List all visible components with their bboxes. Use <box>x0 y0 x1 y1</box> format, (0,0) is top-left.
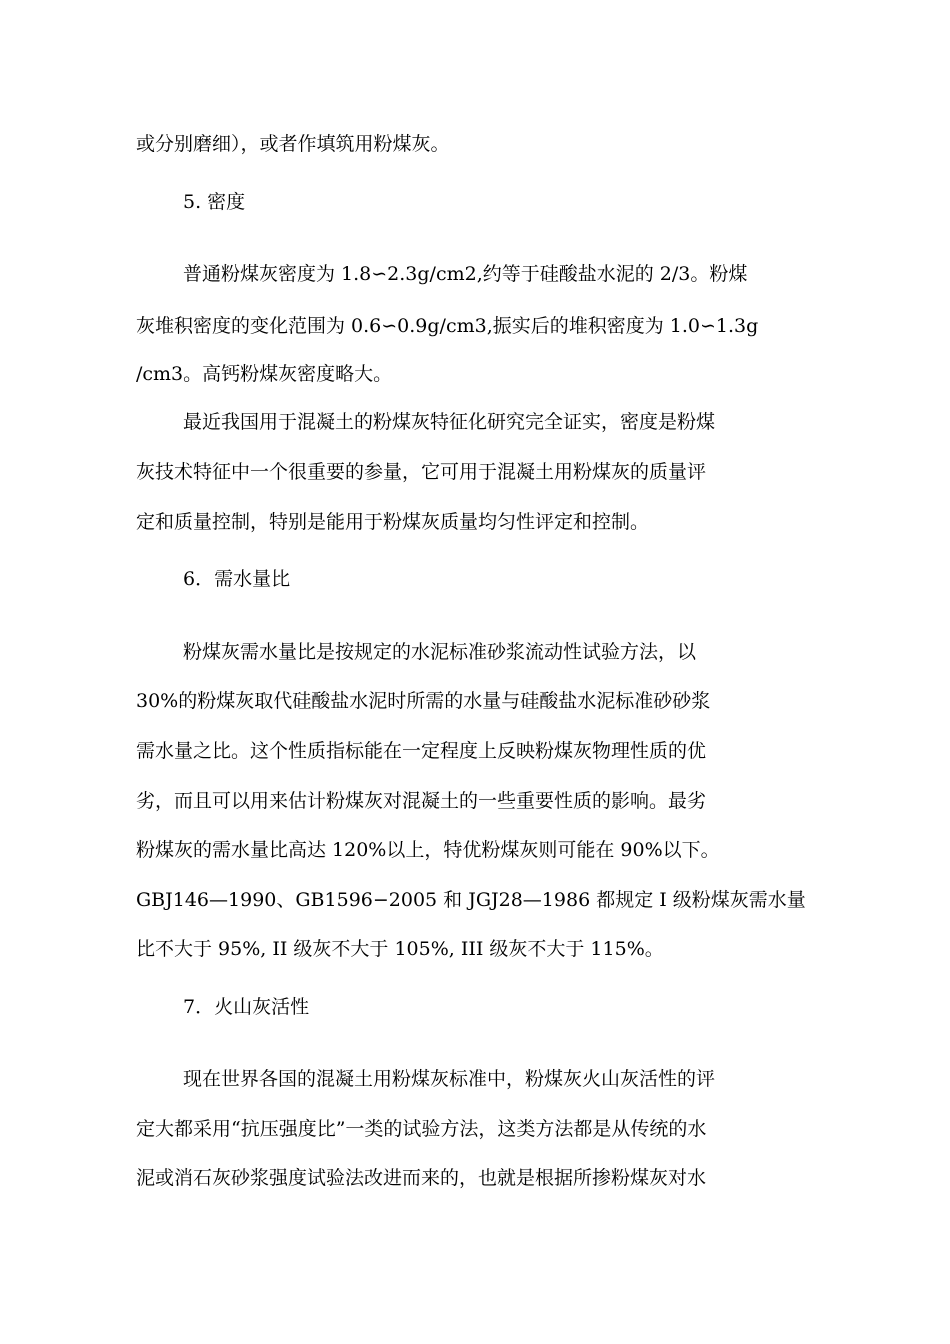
paragraph-line: 定大都采用“抗压强度比”一类的试验方法，这类方法都是从传统的水 <box>136 1118 707 1140</box>
paragraph-line: 或分别磨细），或者作填筑用粉煤灰。 <box>136 133 450 155</box>
paragraph-line: GBJ146—1990、GB1596−2005 和 JGJ28—1986 都规定 I 级粉煤灰需水量 <box>136 889 806 911</box>
paragraph-line: 比不大于 95%, II 级灰不大于 105%, III 级灰不大于 115%。 <box>136 938 664 960</box>
paragraph-line: 普通粉煤灰密度为 1.8∽2.3g/cm2,约等于硅酸盐水泥的 2/3。粉煤 <box>183 263 748 285</box>
paragraph-line: 粉煤灰的需水量比高达 120%以上，特优粉煤灰则可能在 90%以下。 <box>136 839 720 861</box>
paragraph-line: 定和质量控制，特别是能用于粉煤灰质量均匀性评定和控制。 <box>136 511 650 533</box>
paragraph-line: 最近我国用于混凝土的粉煤灰特征化研究完全证实，密度是粉煤 <box>183 411 716 433</box>
paragraph-line: 现在世界各国的混凝土用粉煤灰标准中，粉煤灰火山灰活性的评 <box>183 1068 716 1090</box>
paragraph-line: 灰技术特征中一个很重要的参量，它可用于混凝土用粉煤灰的质量评 <box>136 461 707 483</box>
section-heading-water-demand: 6．需水量比 <box>183 568 291 590</box>
paragraph-line: 灰堆积密度的变化范围为 0.6∽0.9g/cm3,振实后的堆积密度为 1.0∽1.3g <box>136 315 759 337</box>
paragraph-line: 劣，而且可以用来估计粉煤灰对混凝土的一些重要性质的影响。最劣 <box>136 790 707 812</box>
paragraph-line: 泥或消石灰砂浆强度试验法改进而来的，也就是根据所掺粉煤灰对水 <box>136 1167 707 1189</box>
section-heading-density: 5. 密度 <box>183 191 246 213</box>
paragraph-line: 30%的粉煤灰取代硅酸盐水泥时所需的水量与硅酸盐水泥标准砂砂浆 <box>136 690 711 712</box>
paragraph-line: /cm3。高钙粉煤灰密度略大。 <box>136 363 393 385</box>
paragraph-line: 粉煤灰需水量比是按规定的水泥标准砂浆流动性试验方法，以 <box>183 641 697 663</box>
section-heading-pozzolanic-activity: 7．火山灰活性 <box>183 996 310 1018</box>
paragraph-line: 需水量之比。这个性质指标能在一定程度上反映粉煤灰物理性质的优 <box>136 740 707 762</box>
